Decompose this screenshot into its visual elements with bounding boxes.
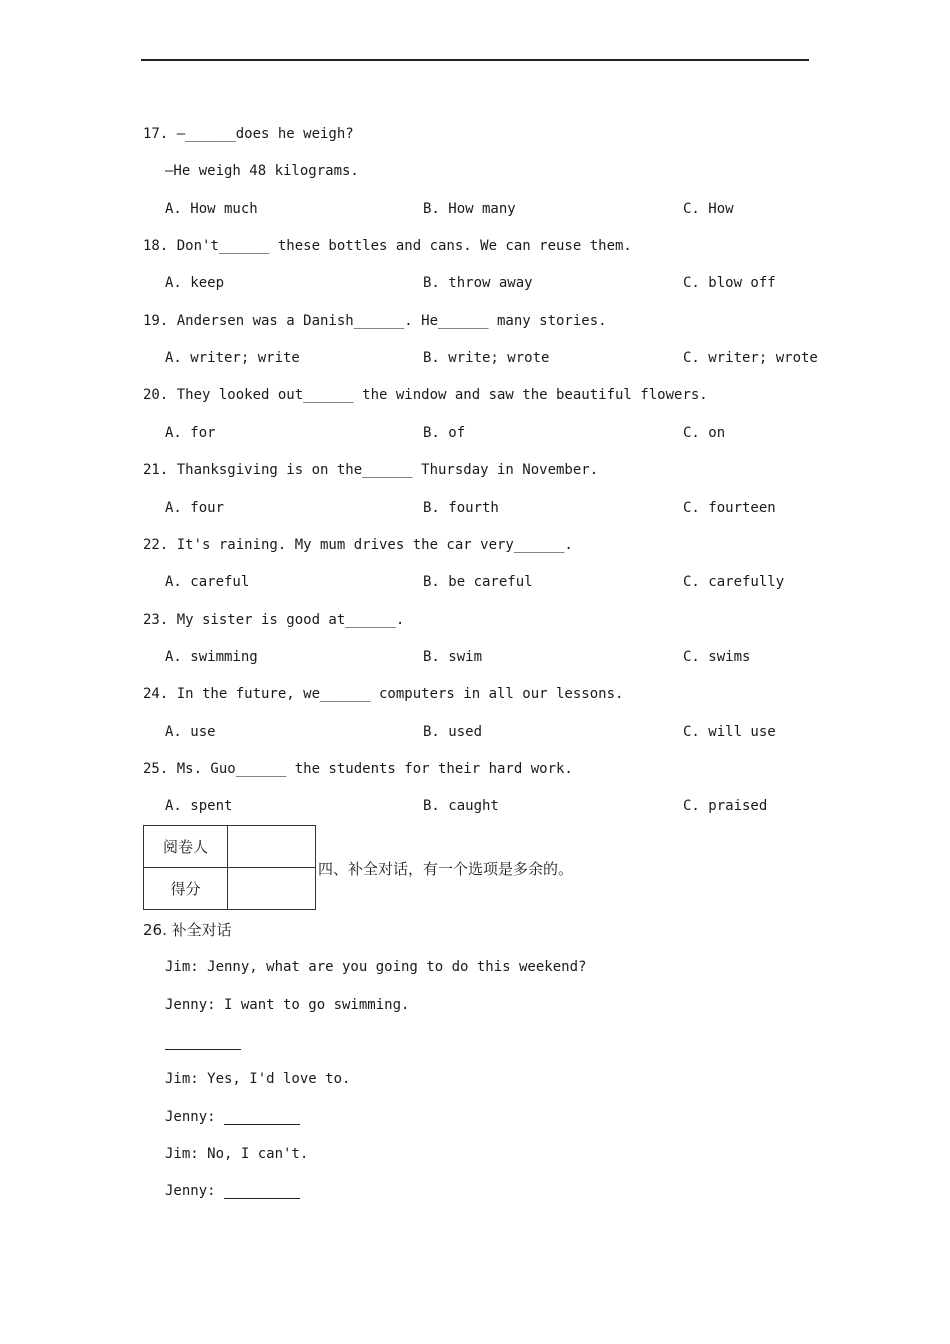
option-a: A. keep: [165, 275, 225, 291]
score-table: [143, 825, 316, 910]
question-17-stem: 17. —______does he weigh?: [143, 126, 354, 142]
reviewer-cell[interactable]: [228, 826, 315, 868]
reviewer-label: 阅卷人: [144, 826, 228, 868]
option-b: B. throw away: [423, 275, 533, 291]
option-b: B. fourth: [423, 500, 499, 516]
dialogue-line: Jim: No, I can't.: [165, 1146, 309, 1162]
option-b: B. How many: [423, 201, 516, 217]
score-cell[interactable]: [228, 868, 315, 909]
score-label: 得分: [144, 868, 228, 909]
dialogue-line: Jim: Yes, I'd love to.: [165, 1071, 351, 1087]
question-20-stem: 20. They looked out______ the window and saw the beautiful flowers.: [143, 387, 708, 403]
answer-blank[interactable]: [165, 1049, 241, 1050]
option-b: B. write; wrote: [423, 350, 550, 366]
option-a: A. swimming: [165, 649, 258, 665]
question-21-stem: 21. Thanksgiving is on the______ Thursday in November.: [143, 462, 599, 478]
option-a: A. careful: [165, 574, 250, 590]
option-b: B. of: [423, 425, 466, 441]
question-18-stem: 18. Don't______ these bottles and cans. We can reuse them.: [143, 238, 632, 254]
option-a: A. spent: [165, 798, 233, 814]
question-19-stem: 19. Andersen was a Danish______. He______ many stories.: [143, 313, 607, 329]
option-c: C. on: [683, 425, 726, 441]
option-c: C. carefully: [683, 574, 785, 590]
option-b: B. be careful: [423, 574, 533, 590]
question-24-stem: 24. In the future, we______ computers in all our lessons.: [143, 686, 624, 702]
option-a: A. use: [165, 724, 216, 740]
dialogue-title: 26. 补全对话: [143, 921, 232, 939]
question-22-stem: 22. It's raining. My mum drives the car very______.: [143, 537, 573, 553]
option-b: B. swim: [423, 649, 483, 665]
dialogue-line: Jim: Jenny, what are you going to do this weekend?: [165, 959, 587, 975]
option-c: C. will use: [683, 724, 776, 740]
question-25-stem: 25. Ms. Guo______ the students for their hard work.: [143, 761, 573, 777]
option-c: C. How: [683, 201, 734, 217]
dialogue-line: Jenny:: [165, 1183, 225, 1199]
option-b: B. used: [423, 724, 483, 740]
option-a: A. writer; write: [165, 350, 300, 366]
option-a: A. How much: [165, 201, 258, 217]
option-c: C. fourteen: [683, 500, 776, 516]
option-c: C. blow off: [683, 275, 776, 291]
option-c: C. praised: [683, 798, 768, 814]
answer-blank[interactable]: [224, 1198, 300, 1199]
question-17-sub: —He weigh 48 kilograms.: [165, 163, 359, 179]
dialogue-line: Jenny: I want to go swimming.: [165, 997, 410, 1013]
option-c: C. swims: [683, 649, 751, 665]
section-title: 四、补全对话，有一个选项是多余的。: [318, 860, 574, 878]
dialogue-line: Jenny:: [165, 1109, 225, 1125]
question-23-stem: 23. My sister is good at______.: [143, 612, 405, 628]
header-rule: [141, 59, 809, 61]
option-a: A. for: [165, 425, 216, 441]
option-b: B. caught: [423, 798, 499, 814]
option-c: C. writer; wrote: [683, 350, 818, 366]
answer-blank[interactable]: [224, 1124, 300, 1125]
option-a: A. four: [165, 500, 225, 516]
